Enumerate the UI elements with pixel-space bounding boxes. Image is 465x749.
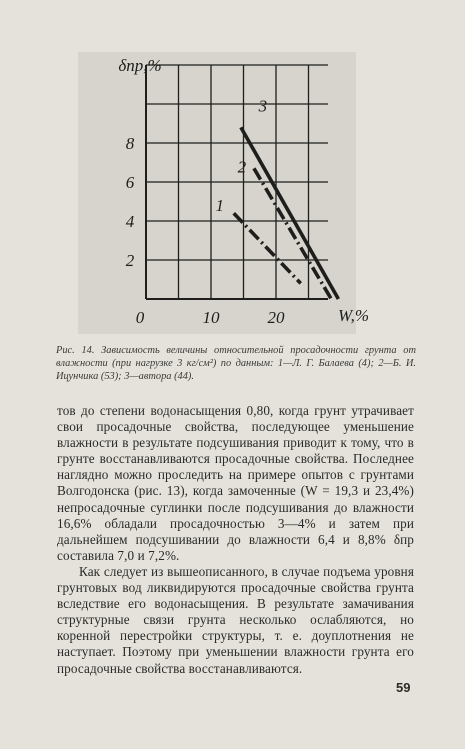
y-tick-label: 6 <box>125 173 135 192</box>
relative-subsidence-chart <box>78 52 370 334</box>
y-axis-label: δпр,% <box>118 56 162 75</box>
series-label-1: 1 <box>215 196 224 216</box>
y-tick-label: 8 <box>125 134 135 153</box>
series-label-3: 3 <box>258 96 268 116</box>
caption-text: Рис. 14. Зависимость величины относительной просадочности грунта от влажности (при нагрузке 3 кг/см²) по данным: 1—Л. Г. Балаева (4); 2—Б. И. Ицунчика (53); 3—автора (44). <box>56 345 416 382</box>
x-tick-label: 0 <box>135 308 145 327</box>
series-line-2 <box>254 168 331 299</box>
x-tick-label: 10 <box>202 308 220 327</box>
y-tick-label: 2 <box>125 251 135 270</box>
series-line-3 <box>241 127 339 299</box>
page-number: 59 <box>396 680 411 695</box>
x-axis-label: W,% <box>338 306 370 325</box>
series-label-2: 2 <box>237 157 247 177</box>
y-tick-label: 4 <box>125 212 135 231</box>
x-tick-label: 20 <box>267 308 285 327</box>
body-text <box>57 403 414 677</box>
figure-caption <box>56 344 416 383</box>
figure-14 <box>78 52 370 334</box>
paragraph-2: Как следует из вышеописанного, в случае подъема уровня грунтовых вод ликвидируются просадочные свойства грунта вследствие его водонасыщения. В результате замачивания структурные связи грунта несколько ослабляются, но коренной перестройки структуры, т. е. доуплотнения не наступает. Поэтому при уменьшении влажности грунта его просадочные свойства восстанавливаются. <box>57 563 414 676</box>
paragraph-1: тов до степени водонасыщения 0,80, когда грунт утрачивает свои просадочные свойства, последующее уменьшение влажности в результате подсушивания приводит к тому, что в грунте восстанавливаются просадочные свойства. Последнее наглядно можно проследить на примере опытов с грунтами Волгодонска (рис. 13), когда замоченные (W = 19,3 и 23,4%) непросадочные суглинки после подсушивания до влажности 16,6% обладали просадочностью 3—4% и затем при дальнейшем подсушивании до влажности 6,4 и 8,8% δпр составила 7,0 и 7,2%. <box>57 403 414 563</box>
